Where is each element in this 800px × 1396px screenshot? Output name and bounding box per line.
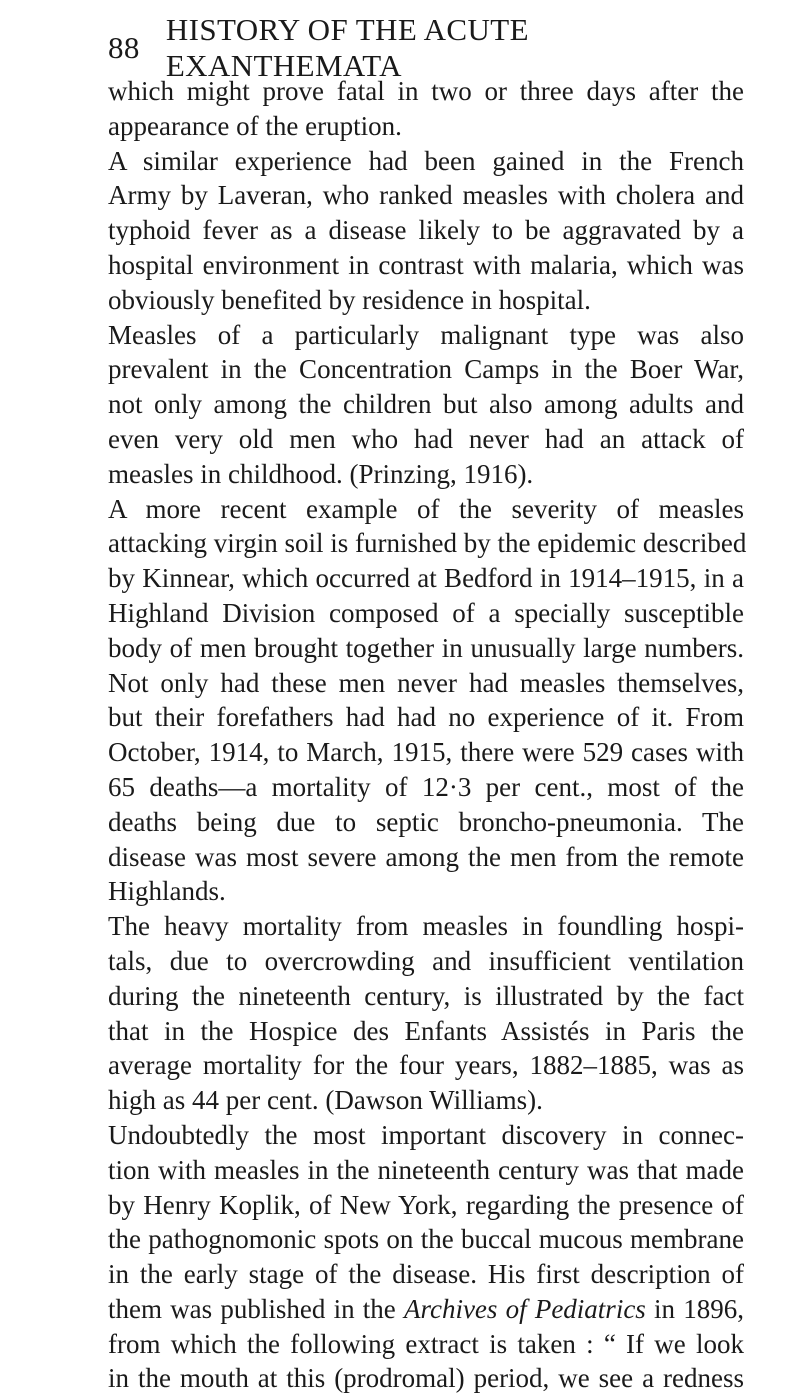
text-line: prevalent in the Concentration Camps in the Boer War,: [108, 354, 744, 385]
text-line: but their forefathers had had no experience of it. From: [108, 702, 744, 733]
paragraph-3: [108, 318, 744, 492]
text-segment: them was published in the: [108, 1293, 404, 1324]
text-line: by Henry Koplik, of New York, regarding the presence of: [108, 1189, 744, 1220]
text-line: in the early stage of the disease. His first description of: [108, 1259, 744, 1290]
text-line: A more recent example of the severity of measles: [108, 493, 744, 524]
text-line: tals, due to overcrowding and insufficient ventilation: [108, 945, 744, 976]
text-line: measles in childhood. (Prinzing, 1916).: [108, 458, 534, 489]
text-line: disease was most severe among the men from the remote: [108, 841, 744, 872]
running-title: HISTORY OF THE ACUTE EXANTHEMATA: [165, 12, 529, 83]
text-line: appearance of the eruption.: [108, 110, 402, 141]
text-line: the pathognomonic spots on the buccal mucous membrane: [108, 1224, 744, 1255]
journal-title: Archives of Pediatrics: [403, 1293, 646, 1324]
text-line: body of men brought together in unusually large numbers.: [108, 632, 744, 663]
text-line: Highlands.: [108, 876, 226, 907]
text-line: even very old men who had never had an attack of: [108, 423, 744, 454]
text-line: A similar experience had been gained in the French: [108, 145, 744, 176]
text-line: in the mouth at this (prodromal) period, we see a redness: [108, 1363, 744, 1394]
text-line: typhoid fever as a disease likely to be aggravated by a: [108, 215, 744, 246]
text-line: which might prove fatal in two or three days after the: [108, 76, 744, 106]
text-line: obviously benefited by residence in hospital.: [108, 284, 591, 315]
text-line: by Kinnear, which occurred at Bedford in 1914–1915, in a: [108, 563, 744, 594]
text-line: tion with measles in the nineteenth century was that made: [108, 1154, 744, 1185]
text-line: during the nineteenth century, is illustrated by the fact: [108, 980, 744, 1011]
text-line: Army by Laveran, who ranked measles with cholera and: [108, 180, 744, 211]
page-number: 88: [108, 30, 140, 65]
body-text: [108, 74, 747, 1396]
paragraph-6: [108, 1118, 744, 1396]
paragraph-4: [108, 492, 747, 910]
paragraph-1: [108, 74, 744, 144]
text-line: The heavy mortality from measles in foundling hospi-: [108, 911, 744, 942]
text-line: average mortality for the four years, 1882–1885, was as: [108, 1050, 744, 1081]
text-line: October, 1914, to March, 1915, there were 529 cases with: [108, 737, 744, 768]
text-line-with-journal-title: [108, 1292, 744, 1327]
text-line: that in the Hospice des Enfants Assistés in Paris the: [108, 1015, 744, 1046]
text-line: from which the following extract is taken : “ If we look: [108, 1328, 744, 1359]
text-segment: in 1896,: [645, 1293, 744, 1324]
paragraph-2: [108, 144, 744, 318]
text-line: 65 deaths—a mortality of 12·3 per cent., most of the: [108, 771, 744, 802]
text-line: Not only had these men never had measles themselves,: [108, 667, 744, 698]
text-line: deaths being due to septic broncho-pneumonia. The: [108, 806, 744, 837]
paragraph-5: [108, 909, 744, 1118]
text-line: Undoubtedly the most important discovery in connec-: [108, 1119, 744, 1150]
running-head: [108, 12, 744, 83]
text-line: Measles of a particularly malignant type was also: [108, 319, 744, 350]
text-line: not only among the children but also among adults and: [108, 389, 744, 420]
text-line: attacking virgin soil is furnished by the epidemic described: [108, 528, 747, 559]
text-line: hospital environment in contrast with malaria, which was: [108, 249, 744, 280]
text-line: Highland Division composed of a specially susceptible: [108, 597, 744, 628]
text-line: high as 44 per cent. (Dawson Williams).: [108, 1085, 543, 1116]
